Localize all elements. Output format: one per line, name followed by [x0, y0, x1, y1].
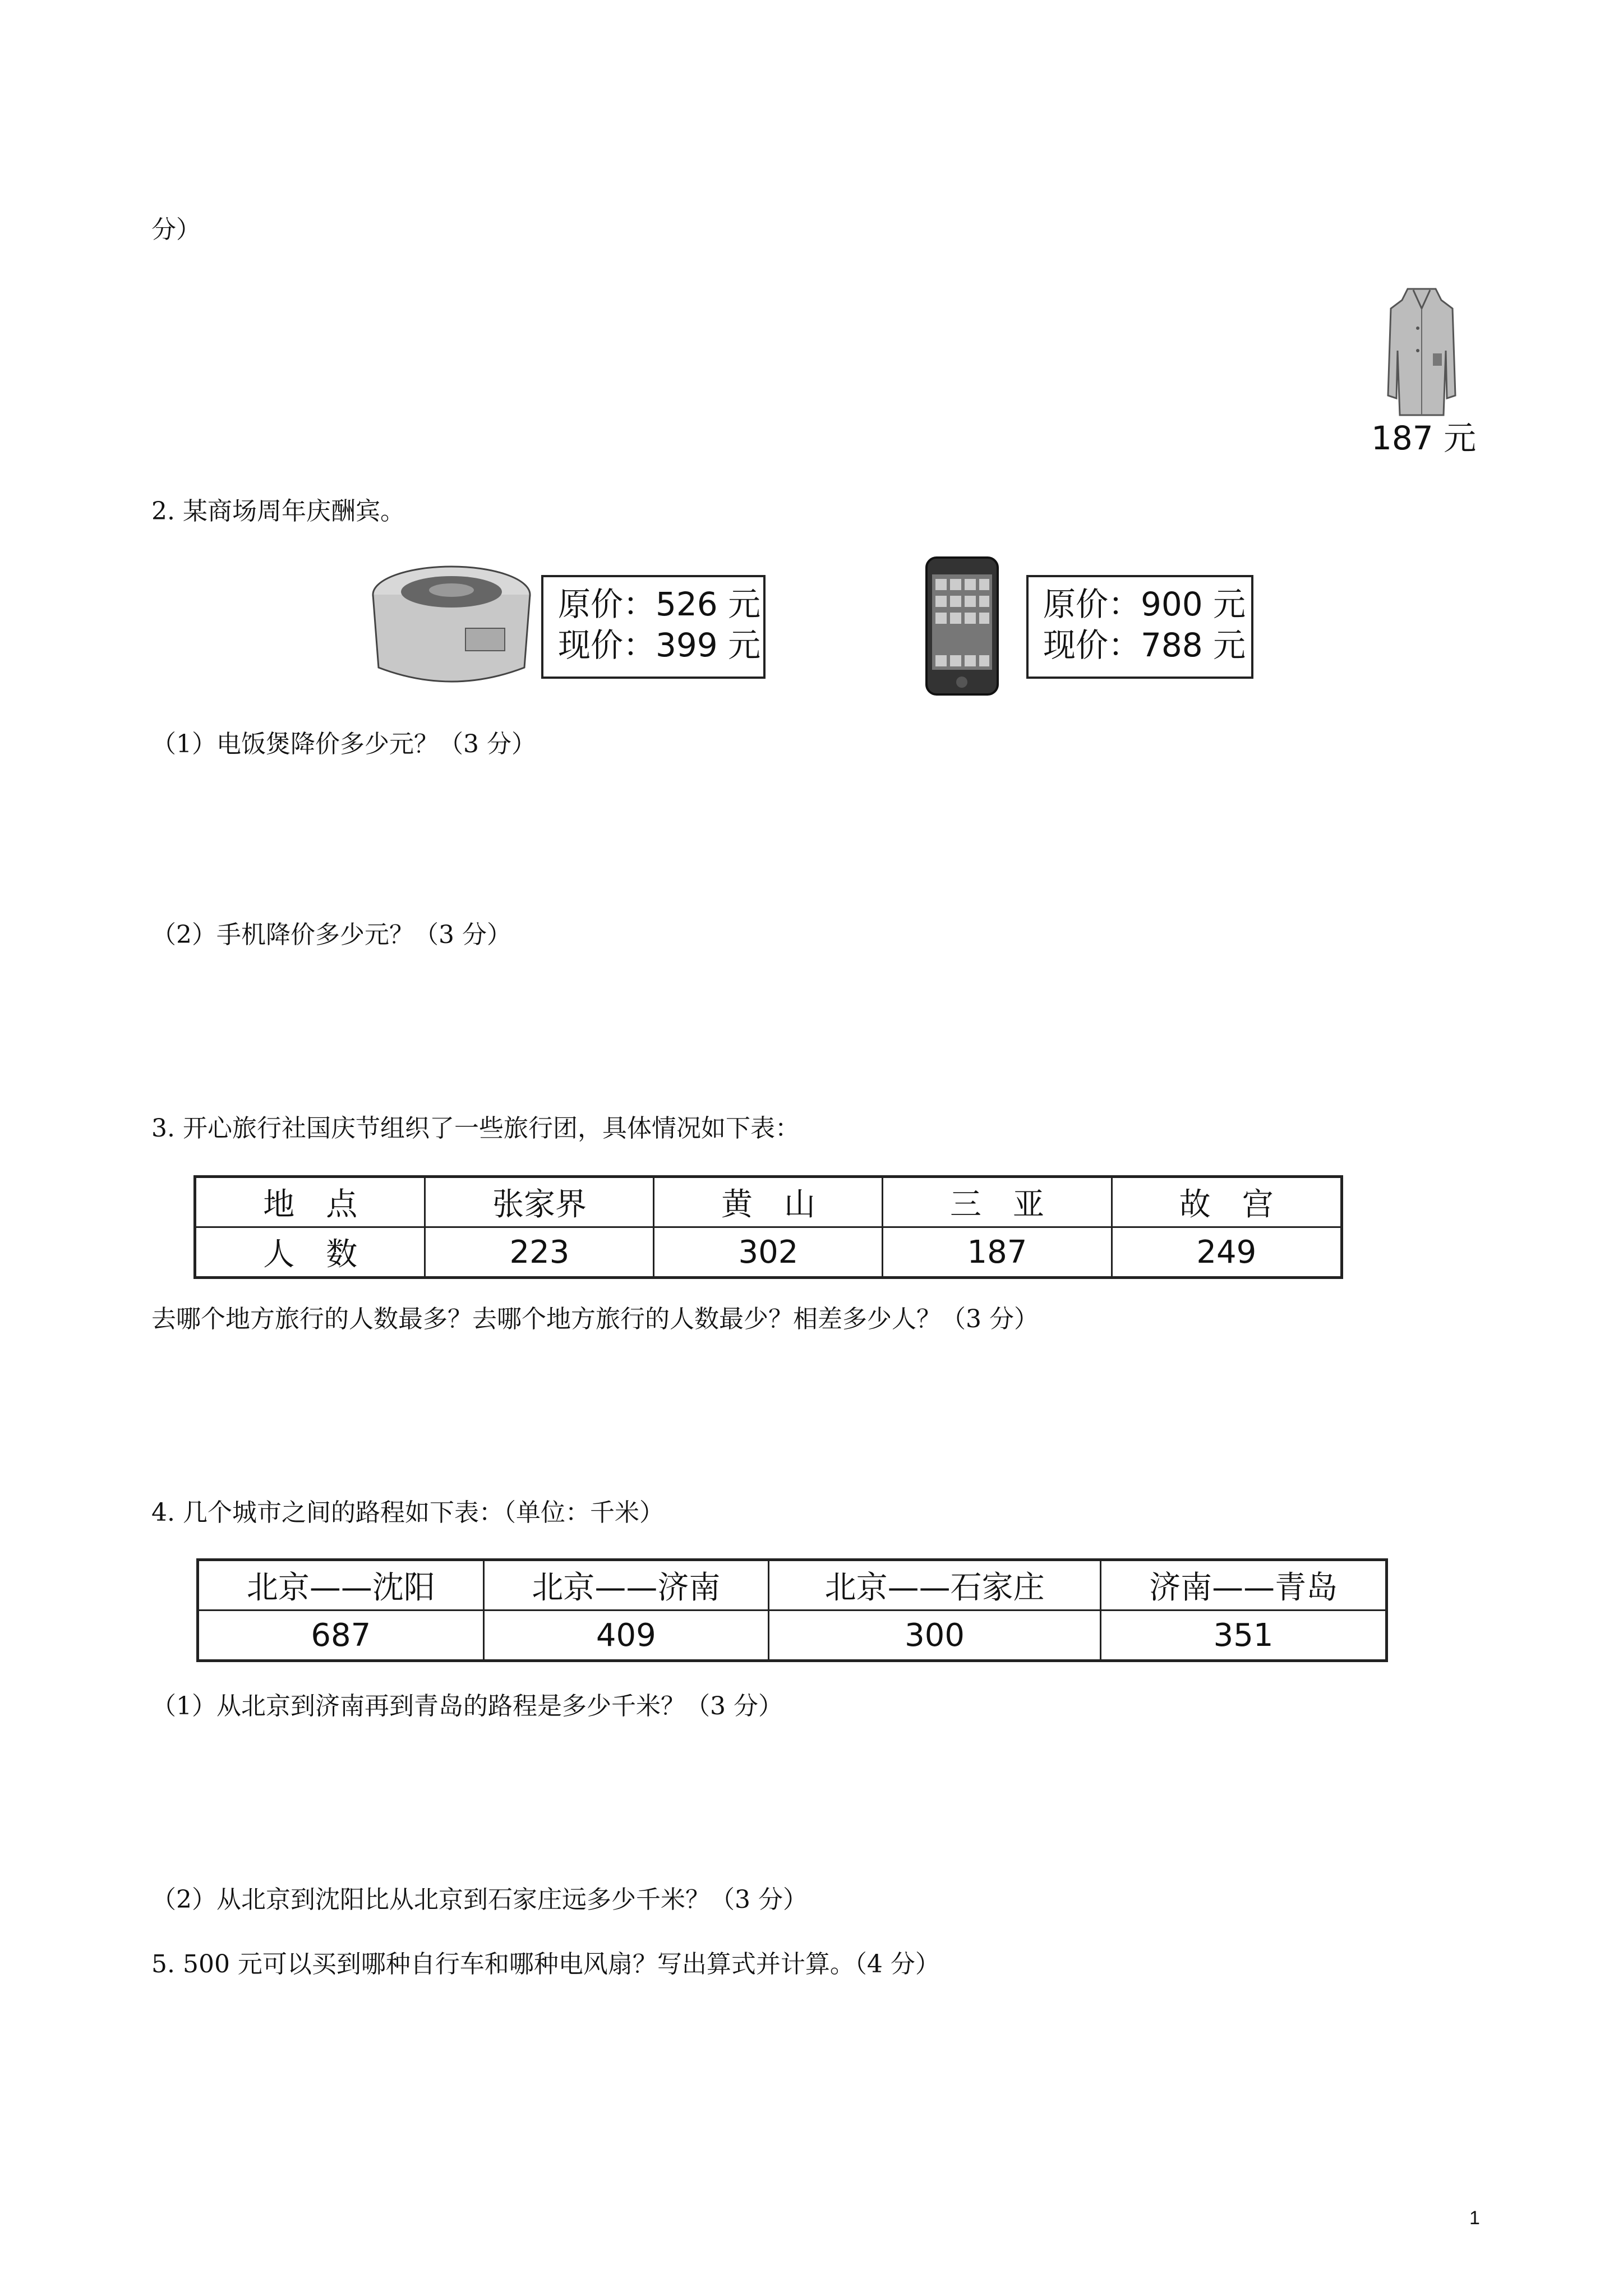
q4-sub2: （2）从北京到沈阳比从北京到石家庄远多少千米？（3 分）	[151, 1885, 808, 1914]
q3-table-data-row	[195, 1227, 1342, 1278]
q3-data-cell: 223	[425, 1227, 654, 1278]
q4-table-header-row	[198, 1560, 1387, 1611]
phone-price-box	[1026, 575, 1253, 679]
q3-title: 3. 开心旅行社国庆节组织了一些旅行团，具体情况如下表：	[151, 1114, 800, 1143]
rice-cooker-image	[367, 561, 536, 690]
q3-table-header-row	[195, 1177, 1342, 1227]
q4-header-cell: 北京——沈阳	[198, 1560, 484, 1611]
q3-data-cell: 249	[1112, 1227, 1341, 1278]
phone-original-price: 原价：900 元	[1043, 585, 1246, 623]
q3-header-cell: 张家界	[425, 1177, 654, 1227]
coat-price: 187 元	[1371, 419, 1477, 457]
q3-header-cell: 黄 山	[654, 1177, 883, 1227]
q3-data-cell: 302	[654, 1227, 883, 1278]
q3-question: 去哪个地方旅行的人数最多？去哪个地方旅行的人数最少？相差多少人？（3 分）	[151, 1305, 1039, 1333]
q2-title: 2. 某商场周年庆酬宾。	[151, 497, 405, 526]
q4-sub1: （1）从北京到济南再到青岛的路程是多少千米？（3 分）	[151, 1692, 783, 1720]
q4-title: 4. 几个城市之间的路程如下表：（单位：千米）	[151, 1498, 664, 1527]
q4-data-cell: 300	[769, 1611, 1101, 1661]
q4-header-cell: 济南——青岛	[1101, 1560, 1387, 1611]
rice-cooker-current-price: 现价：399 元	[558, 625, 761, 664]
q3-table	[193, 1175, 1343, 1279]
coat-image	[1385, 283, 1458, 424]
phone-current-price: 现价：788 元	[1043, 625, 1246, 664]
q3-data-cell: 人 数	[195, 1227, 425, 1278]
q4-header-cell: 北京——济南	[483, 1560, 768, 1611]
prev-question-tail: 分）	[151, 215, 201, 244]
q3-header-cell: 三 亚	[883, 1177, 1112, 1227]
q4-table	[196, 1558, 1388, 1662]
page-number: 1	[1469, 2207, 1480, 2229]
q4-data-cell: 687	[198, 1611, 484, 1661]
q4-header-cell: 北京——石家庄	[769, 1560, 1101, 1611]
rice-cooker-original-price: 原价：526 元	[558, 585, 761, 623]
q3-header-cell: 故 宫	[1112, 1177, 1341, 1227]
q4-data-cell: 351	[1101, 1611, 1387, 1661]
q3-header-cell: 地 点	[195, 1177, 425, 1227]
q2-sub2: （2）手机降价多少元？（3 分）	[151, 921, 511, 949]
q2-sub1: （1）电饭煲降价多少元？（3 分）	[151, 730, 536, 758]
q4-data-cell: 409	[483, 1611, 768, 1661]
rice-cooker-price-box	[541, 575, 766, 679]
phone-image	[924, 555, 1000, 697]
q5-title: 5. 500 元可以买到哪种自行车和哪种电风扇？写出算式并计算。（4 分）	[151, 1950, 940, 1978]
q3-data-cell: 187	[883, 1227, 1112, 1278]
q4-table-data-row	[198, 1611, 1387, 1661]
